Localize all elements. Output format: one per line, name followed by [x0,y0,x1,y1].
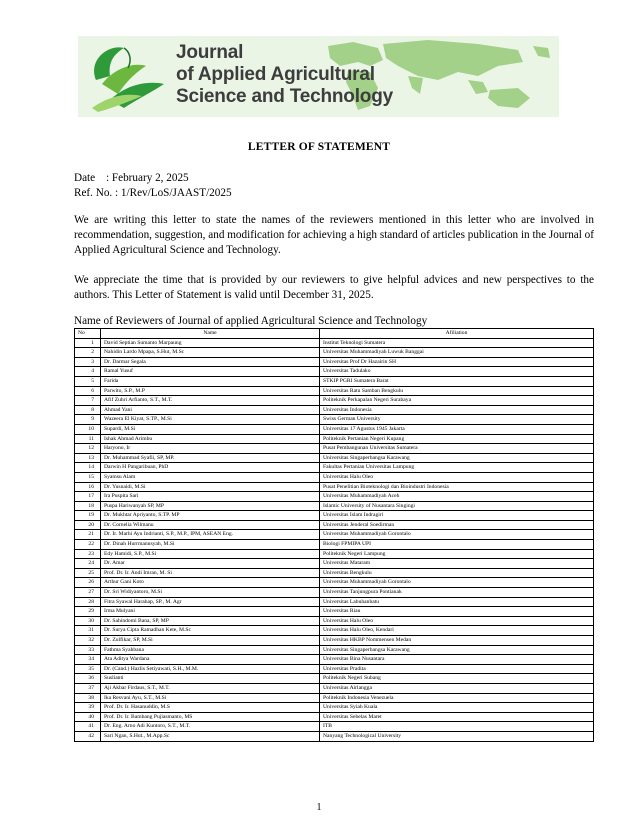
reviewer-affiliation: Universitas Muhammadiyah Gorontalo [320,578,594,588]
reviewer-number: 2 [75,348,101,358]
reviewer-name: Syamsu Alam [101,472,320,482]
reviewer-name: Fitra Syawal Harahap, SP., M. Agr [101,597,320,607]
reviewer-number: 22 [75,540,101,550]
reviewer-name: Fathma Syahbana [101,645,320,655]
table-row [75,357,594,367]
reviewer-affiliation: Politeknik Perkapalan Negeri Surabaya [320,396,594,406]
journal-title [176,42,393,108]
table-row [75,674,594,684]
reviewer-number: 28 [75,597,101,607]
reviewer-affiliation: Universitas 17 Agustus 1945 Jakarta [320,424,594,434]
reviewer-name: Dr. (Cand.) Hazlis Setiyawati, S.H., M.M. [101,664,320,674]
reviewer-name: Darwin H Pangaribuan, PhD [101,463,320,473]
reviewer-affiliation: Islamic University of Nusantara Singingi [320,501,594,511]
table-row [75,463,594,473]
journal-title-line: of Applied Agricultural [176,64,375,85]
reviewer-name: Ishak Ahmad Arimbu [101,434,320,444]
reviewer-number: 17 [75,492,101,502]
letter-meta [74,171,232,201]
reviewer-name: Supardi, M.Si [101,424,320,434]
reviewer-affiliation: Nanyang Technological University [320,731,594,741]
journal-title-line: Science and Technology [176,86,393,107]
reviewer-number: 20 [75,520,101,530]
reviewer-number: 14 [75,463,101,473]
reviewers-table-body [75,338,594,741]
table-row [75,348,594,358]
table-row [75,549,594,559]
reviewer-number: 4 [75,367,101,377]
reviewer-affiliation: Pusat Pembangunan Universitas Sumatera [320,444,594,454]
reviewer-affiliation: Biologi FPMIPA UPI [320,540,594,550]
table-row [75,405,594,415]
reviewer-number: 30 [75,616,101,626]
ref-line [74,186,232,201]
reviewer-affiliation: Pusat Penelitian Bioteknologi dan Bioindustri Indonesia [320,482,594,492]
reviewer-name: Afif Zuhri Arfianto, S.T., M.T. [101,396,320,406]
date-value: : February 2, 2025 [106,172,189,184]
reviewer-number: 29 [75,607,101,617]
reviewer-affiliation: ITB [320,722,594,732]
reviewer-number: 18 [75,501,101,511]
reviewer-name: Ika Resvani Ayu, S.T., M.Si [101,693,320,703]
reviewer-affiliation: Politeknik Indonesia Venezuela [320,693,594,703]
reviewer-name: Dr. Surya Cipta Ramadhan Kete, M.Sc [101,626,320,636]
reviewer-number: 9 [75,415,101,425]
reviewer-affiliation: Universitas Halu Oleo [320,616,594,626]
reviewer-affiliation: Universitas Singaperbangsa Karawang [320,645,594,655]
table-row [75,540,594,550]
table-row [75,626,594,636]
table-row [75,415,594,425]
reviewer-number: 19 [75,511,101,521]
reviewer-affiliation: Universitas Muhammadiyah Gorontalo [320,530,594,540]
table-row [75,424,594,434]
reviewer-name: Prof. Dr. Ir. Hasanuddin, M.S [101,703,320,713]
reviewer-name: Dr. Mukhtar Apriyanto, S.TP. MP [101,511,320,521]
reviewer-number: 40 [75,712,101,722]
reviewer-affiliation: Universitas Prof Dr Hazairin SH [320,357,594,367]
table-row [75,434,594,444]
reviewers-table [74,328,594,742]
reviewer-affiliation: Universitas Labuhanbatu [320,597,594,607]
reviewer-name: Ahmad Yani [101,405,320,415]
table-row [75,492,594,502]
table-row [75,683,594,693]
table-row [75,444,594,454]
reviewer-number: 42 [75,731,101,741]
table-row [75,597,594,607]
reviewer-name: Dr. Zulfikar, SP, M.Si [101,636,320,646]
date-label: Date [74,172,96,184]
reviewer-affiliation: Universitas Muhammadiyah Luwuk Banggai [320,348,594,358]
reviewer-name: Farida [101,376,320,386]
reviewer-number: 24 [75,559,101,569]
reviewer-number: 5 [75,376,101,386]
reviewer-number: 25 [75,568,101,578]
table-row [75,501,594,511]
table-row [75,568,594,578]
table-row [75,453,594,463]
reviewer-affiliation: Universitas Tanjungpura Pontianak [320,588,594,598]
table-row [75,396,594,406]
reviewer-affiliation: Universitas Tadulako [320,367,594,377]
journal-logo-icon [84,40,170,114]
table-row [75,511,594,521]
reviewer-affiliation: Fakultas Pertanian Universitas Lampung [320,463,594,473]
reviewer-affiliation: Universitas Bina Nusantara [320,655,594,665]
reviewer-number: 11 [75,434,101,444]
reviewer-number: 23 [75,549,101,559]
table-row [75,482,594,492]
reviewer-affiliation: Universitas HKBP Nommensen Medan [320,636,594,646]
table-header-row [75,329,594,339]
reviewer-name: Aji Akbar Firdaus, S.T., M.T. [101,683,320,693]
reviewer-name: Irma Mulyani [101,607,320,617]
reviewer-name: Dr. Eng. Arno Adi Kuntoro, S.T., M.T. [101,722,320,732]
reviewer-name: Suslianti [101,674,320,684]
paragraph-purpose: We are writing this letter to state the names of the reviewers mentioned in this letter who are involved in recommendation, suggestion, and modification for achieving a high standard of articles publication in the Journal of Applied Agricultural Science and Technology. [74,214,594,257]
reviewer-affiliation: Universitas Islam Indragiri [320,511,594,521]
table-row [75,386,594,396]
reviewer-affiliation: Universitas Syiah Kuala [320,703,594,713]
table-row [75,472,594,482]
table-row [75,722,594,732]
reviewer-name: David Septian Sumanto Marpaung [101,338,320,348]
table-row [75,578,594,588]
table-row [75,655,594,665]
reviewer-affiliation: Universitas Riau [320,607,594,617]
date-line [74,171,232,186]
reviewer-number: 35 [75,664,101,674]
journal-banner [78,36,559,117]
reviewer-affiliation: Politeknik Negeri Subang [320,674,594,684]
reviewer-number: 36 [75,674,101,684]
reviewer-number: 7 [75,396,101,406]
table-row [75,636,594,646]
reviewer-number: 1 [75,338,101,348]
reviewer-name: Wazeera El Kiyat, S.TP., M.Si [101,415,320,425]
ref-label: Ref. No. [74,187,113,199]
reviewer-affiliation: Institut Teknologi Sumatera [320,338,594,348]
reviewer-affiliation: Politeknik Pertanian Negeri Kupang [320,434,594,444]
reviewer-number: 34 [75,655,101,665]
reviewer-name: Prof. Dr. Ir. Andi Imran, M. Si [101,568,320,578]
reviewer-affiliation: Politeknik Negeri Lampung [320,549,594,559]
table-row [75,712,594,722]
reviewer-affiliation: Universitas Muhammadiyah Aceh [320,492,594,502]
table-row [75,645,594,655]
reviewer-name: Puspa Hariwanyah SP, MP [101,501,320,511]
table-caption: Name of Reviewers of Journal of applied Agricultural Science and Technology [74,315,428,327]
reviewer-name: Ira Puspita Sari [101,492,320,502]
col-header-no: No [75,329,101,339]
table-row [75,607,594,617]
reviewer-number: 12 [75,444,101,454]
reviewer-affiliation: Universitas Indonesia [320,405,594,415]
reviewer-number: 3 [75,357,101,367]
reviewer-affiliation: Universitas Airlangga [320,683,594,693]
reviewer-affiliation: Universitas Singaperbangsa Karawang [320,453,594,463]
reviewer-affiliation: Universitas Ratu Samban Bengkulu [320,386,594,396]
reviewer-name: Dr. Darmar Segala [101,357,320,367]
col-header-name: Name [101,329,320,339]
reviewer-name: Sari Ngan, S.Hut., M.App.Sc [101,731,320,741]
reviewer-name: Dr. Ir. Marhi Ayu Indrianti, S.P., M.P., IPM, ASEAN Eng. [101,530,320,540]
reviewer-affiliation: Universitas Halu Oleo, Kendari [320,626,594,636]
table-row [75,376,594,386]
reviewer-number: 10 [75,424,101,434]
reviewer-number: 13 [75,453,101,463]
reviewer-name: Prof. Dr. Ir. Bambang Pujiasmanto, MS [101,712,320,722]
reviewer-affiliation: Universitas Pradita [320,664,594,674]
table-row [75,588,594,598]
reviewer-name: Ata Aditya Wardana [101,655,320,665]
reviewer-number: 37 [75,683,101,693]
reviewer-number: 38 [75,693,101,703]
ref-value: : 1/Rev/LoS/JAAST/2025 [115,187,232,199]
reviewer-number: 32 [75,636,101,646]
reviewer-number: 6 [75,386,101,396]
page-number: 1 [316,802,322,813]
table-row [75,367,594,377]
reviewer-number: 26 [75,578,101,588]
reviewer-name: Edy Hamidi, S.P., M.Si [101,549,320,559]
reviewer-name: Dr. Yusnaidi, M.Si [101,482,320,492]
table-row [75,338,594,348]
reviewer-name: Haryono, Ir [101,444,320,454]
reviewer-affiliation: Universitas Bengkulu [320,568,594,578]
reviewer-affiliation: Universitas Halu Oleo [320,472,594,482]
reviewer-name: Nahidin Lardo Mpapa, S.Hut, M.Sc [101,348,320,358]
reviewer-name: Dr. Muhammad Syafii, SP, MP. [101,453,320,463]
reviewer-number: 21 [75,530,101,540]
table-row [75,616,594,626]
reviewer-number: 15 [75,472,101,482]
table-row [75,520,594,530]
table-row [75,530,594,540]
reviewer-number: 41 [75,722,101,732]
reviewer-name: Dr. Amar [101,559,320,569]
table-row [75,731,594,741]
journal-title-line: Journal [176,42,244,63]
paragraph-appreciation: We appreciate the time that is provided by our reviewers to give helpful advices and new perspectives to the authors. This Letter of Statement is valid until December 31, 2025. [74,274,594,302]
table-row [75,664,594,674]
reviewer-number: 27 [75,588,101,598]
reviewer-affiliation: Universitas Mataram [320,559,594,569]
table-row [75,703,594,713]
reviewer-affiliation: STKIP PGRI Sumatera Barat [320,376,594,386]
reviewer-affiliation: Swiss German University [320,415,594,425]
reviewer-name: Arthur Gani Koto [101,578,320,588]
reviewer-number: 39 [75,703,101,713]
reviewer-number: 31 [75,626,101,636]
letter-title: LETTER OF STATEMENT [247,141,391,153]
reviewer-name: Dr. Dinah Hurrmannsyah, M.Si [101,540,320,550]
reviewer-number: 8 [75,405,101,415]
reviewer-name: Dr. Sahindomi Bana, SP, MP [101,616,320,626]
table-row [75,559,594,569]
reviewer-name: Dr. Cornelia Wilmanu [101,520,320,530]
col-header-affiliation: Afiliation [320,329,594,339]
reviewer-name: Dr. Sri Widiyantoro, M.Si [101,588,320,598]
table-row [75,693,594,703]
reviewer-name: Ramal Yusuf [101,367,320,377]
reviewer-affiliation: Universitas Jenderal Soedirman [320,520,594,530]
reviewer-affiliation: Universitas Sebelas Maret [320,712,594,722]
reviewer-number: 16 [75,482,101,492]
reviewer-number: 33 [75,645,101,655]
reviewer-name: Parwito, S.P., M.P [101,386,320,396]
